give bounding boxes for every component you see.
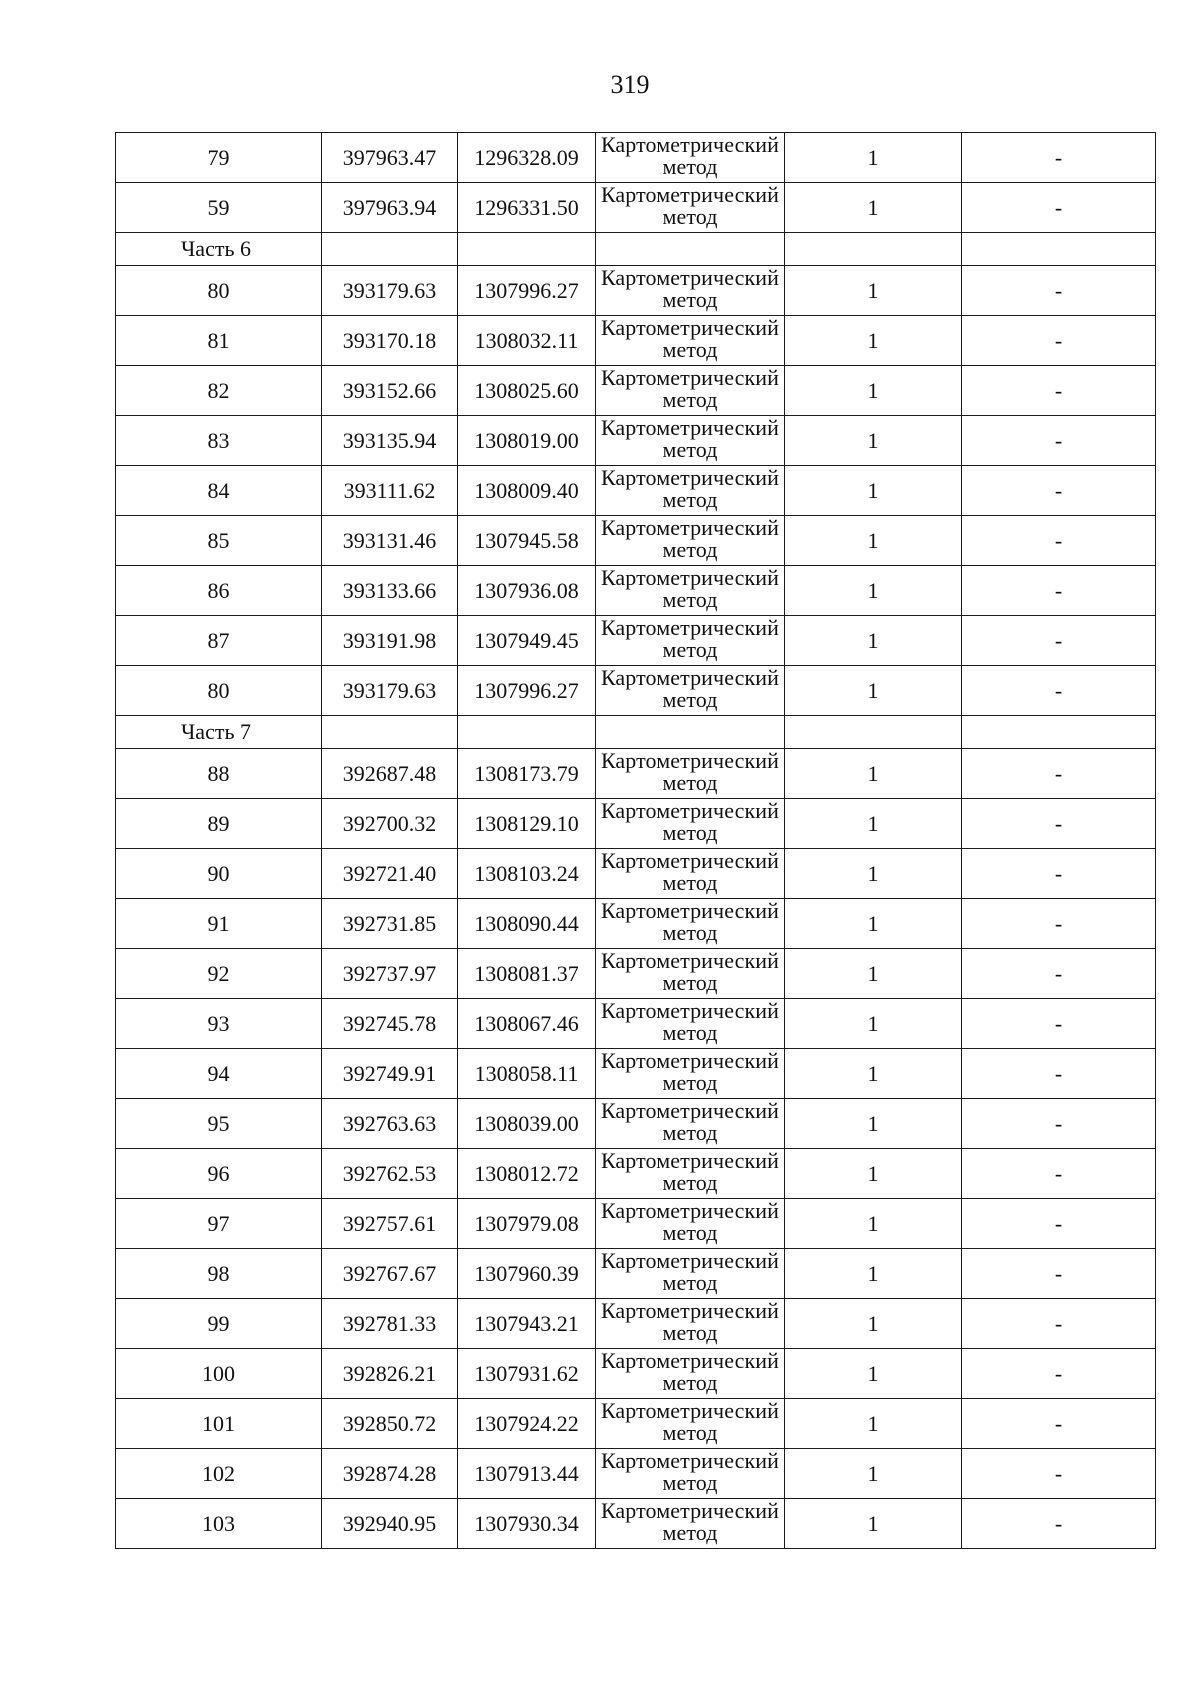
method-text: Картометрический метод <box>600 1099 780 1145</box>
note-cell: - <box>962 466 1156 516</box>
y-coordinate-cell: 1307931.62 <box>458 1349 596 1399</box>
method-text: Картометрический метод <box>600 949 780 995</box>
accuracy-cell: 1 <box>785 616 962 666</box>
x-coordinate-cell: 392757.61 <box>322 1199 458 1249</box>
empty-cell <box>322 233 458 266</box>
x-coordinate-cell: 392762.53 <box>322 1149 458 1199</box>
accuracy-cell: 1 <box>785 266 962 316</box>
method-text: Картометрический метод <box>600 516 780 562</box>
coordinates-table-body <box>116 133 1156 1549</box>
table-row <box>116 1199 1156 1249</box>
empty-cell <box>322 716 458 749</box>
note-cell: - <box>962 1499 1156 1549</box>
point-number-cell: 80 <box>116 666 322 716</box>
y-coordinate-cell: 1307913.44 <box>458 1449 596 1499</box>
empty-cell <box>596 233 785 266</box>
point-number-cell: 88 <box>116 749 322 799</box>
y-coordinate-cell: 1308103.24 <box>458 849 596 899</box>
y-coordinate-cell: 1308025.60 <box>458 366 596 416</box>
method-cell <box>596 1199 785 1249</box>
method-text: Картометрический метод <box>600 1149 780 1195</box>
note-cell: - <box>962 366 1156 416</box>
y-coordinate-cell: 1296331.50 <box>458 183 596 233</box>
method-cell <box>596 566 785 616</box>
x-coordinate-cell: 393152.66 <box>322 366 458 416</box>
table-row <box>116 1099 1156 1149</box>
method-text: Картометрический метод <box>600 666 780 712</box>
method-cell <box>596 849 785 899</box>
y-coordinate-cell: 1308009.40 <box>458 466 596 516</box>
method-cell <box>596 899 785 949</box>
method-text: Картометрический метод <box>600 616 780 662</box>
x-coordinate-cell: 392940.95 <box>322 1499 458 1549</box>
table-row <box>116 1449 1156 1499</box>
method-cell <box>596 1399 785 1449</box>
accuracy-cell: 1 <box>785 416 962 466</box>
accuracy-cell: 1 <box>785 1499 962 1549</box>
y-coordinate-cell: 1308067.46 <box>458 999 596 1049</box>
y-coordinate-cell: 1307979.08 <box>458 1199 596 1249</box>
y-coordinate-cell: 1307996.27 <box>458 666 596 716</box>
part-label: Часть 7 <box>116 716 322 749</box>
y-coordinate-cell: 1307936.08 <box>458 566 596 616</box>
empty-cell <box>458 716 596 749</box>
method-text: Картометрический метод <box>600 1299 780 1345</box>
method-cell <box>596 799 785 849</box>
note-cell: - <box>962 1399 1156 1449</box>
point-number-cell: 103 <box>116 1499 322 1549</box>
point-number-cell: 83 <box>116 416 322 466</box>
point-number-cell: 99 <box>116 1299 322 1349</box>
method-cell <box>596 416 785 466</box>
table-row <box>116 1299 1156 1349</box>
x-coordinate-cell: 397963.94 <box>322 183 458 233</box>
y-coordinate-cell: 1296328.09 <box>458 133 596 183</box>
accuracy-cell: 1 <box>785 466 962 516</box>
x-coordinate-cell: 392826.21 <box>322 1349 458 1399</box>
accuracy-cell: 1 <box>785 1249 962 1299</box>
note-cell: - <box>962 566 1156 616</box>
note-cell: - <box>962 849 1156 899</box>
y-coordinate-cell: 1307943.21 <box>458 1299 596 1349</box>
method-cell <box>596 1099 785 1149</box>
point-number-cell: 82 <box>116 366 322 416</box>
method-cell <box>596 616 785 666</box>
table-row <box>116 516 1156 566</box>
method-cell <box>596 1249 785 1299</box>
note-cell: - <box>962 999 1156 1049</box>
point-number-cell: 94 <box>116 1049 322 1099</box>
point-number-cell: 93 <box>116 999 322 1049</box>
x-coordinate-cell: 393179.63 <box>322 266 458 316</box>
point-number-cell: 96 <box>116 1149 322 1199</box>
method-text: Картометрический метод <box>600 416 780 462</box>
accuracy-cell: 1 <box>785 316 962 366</box>
point-number-cell: 85 <box>116 516 322 566</box>
empty-cell <box>785 233 962 266</box>
point-number-cell: 102 <box>116 1449 322 1499</box>
accuracy-cell: 1 <box>785 566 962 616</box>
method-text: Картометрический метод <box>600 466 780 512</box>
note-cell: - <box>962 266 1156 316</box>
point-number-cell: 91 <box>116 899 322 949</box>
point-number-cell: 84 <box>116 466 322 516</box>
accuracy-cell: 1 <box>785 1449 962 1499</box>
x-coordinate-cell: 392731.85 <box>322 899 458 949</box>
table-row <box>116 749 1156 799</box>
method-text: Картометрический метод <box>600 1049 780 1095</box>
note-cell: - <box>962 1199 1156 1249</box>
accuracy-cell: 1 <box>785 1399 962 1449</box>
method-cell <box>596 133 785 183</box>
accuracy-cell: 1 <box>785 1149 962 1199</box>
table-row <box>116 1349 1156 1399</box>
x-coordinate-cell: 392745.78 <box>322 999 458 1049</box>
empty-cell <box>785 716 962 749</box>
note-cell: - <box>962 949 1156 999</box>
x-coordinate-cell: 393191.98 <box>322 616 458 666</box>
accuracy-cell: 1 <box>785 516 962 566</box>
y-coordinate-cell: 1308058.11 <box>458 1049 596 1099</box>
table-row <box>116 316 1156 366</box>
table-row <box>116 616 1156 666</box>
method-cell <box>596 749 785 799</box>
accuracy-cell: 1 <box>785 366 962 416</box>
x-coordinate-cell: 392767.67 <box>322 1249 458 1299</box>
method-text: Картометрический метод <box>600 566 780 612</box>
y-coordinate-cell: 1308173.79 <box>458 749 596 799</box>
accuracy-cell: 1 <box>785 133 962 183</box>
method-text: Картометрический метод <box>600 999 780 1045</box>
y-coordinate-cell: 1308081.37 <box>458 949 596 999</box>
method-cell <box>596 1449 785 1499</box>
point-number-cell: 80 <box>116 266 322 316</box>
method-cell <box>596 666 785 716</box>
method-cell <box>596 1499 785 1549</box>
empty-cell <box>596 716 785 749</box>
method-cell <box>596 1149 785 1199</box>
table-row <box>116 133 1156 183</box>
y-coordinate-cell: 1307945.58 <box>458 516 596 566</box>
accuracy-cell: 1 <box>785 899 962 949</box>
accuracy-cell: 1 <box>785 1099 962 1149</box>
y-coordinate-cell: 1308032.11 <box>458 316 596 366</box>
point-number-cell: 92 <box>116 949 322 999</box>
point-number-cell: 98 <box>116 1249 322 1299</box>
part-label: Часть 6 <box>116 233 322 266</box>
method-cell <box>596 516 785 566</box>
method-text: Картометрический метод <box>600 1499 780 1545</box>
method-text: Картометрический метод <box>600 316 780 362</box>
x-coordinate-cell: 392749.91 <box>322 1049 458 1099</box>
method-text: Картометрический метод <box>600 1349 780 1395</box>
method-text: Картометрический метод <box>600 183 780 229</box>
method-text: Картометрический метод <box>600 1249 780 1295</box>
point-number-cell: 81 <box>116 316 322 366</box>
table-row <box>116 416 1156 466</box>
note-cell: - <box>962 1449 1156 1499</box>
y-coordinate-cell: 1307924.22 <box>458 1399 596 1449</box>
note-cell: - <box>962 799 1156 849</box>
note-cell: - <box>962 316 1156 366</box>
note-cell: - <box>962 899 1156 949</box>
method-text: Картометрический метод <box>600 899 780 945</box>
table-row <box>116 566 1156 616</box>
y-coordinate-cell: 1307960.39 <box>458 1249 596 1299</box>
table-row <box>116 1249 1156 1299</box>
y-coordinate-cell: 1307996.27 <box>458 266 596 316</box>
table-row <box>116 1499 1156 1549</box>
method-cell <box>596 366 785 416</box>
x-coordinate-cell: 392781.33 <box>322 1299 458 1349</box>
note-cell: - <box>962 183 1156 233</box>
method-cell <box>596 949 785 999</box>
y-coordinate-cell: 1308012.72 <box>458 1149 596 1199</box>
table-row <box>116 899 1156 949</box>
point-number-cell: 95 <box>116 1099 322 1149</box>
empty-cell <box>962 233 1156 266</box>
point-number-cell: 101 <box>116 1399 322 1449</box>
x-coordinate-cell: 392700.32 <box>322 799 458 849</box>
note-cell: - <box>962 616 1156 666</box>
table-row <box>116 266 1156 316</box>
method-cell <box>596 1349 785 1399</box>
point-number-cell: 79 <box>116 133 322 183</box>
point-number-cell: 87 <box>116 616 322 666</box>
x-coordinate-cell: 393170.18 <box>322 316 458 366</box>
method-cell <box>596 1049 785 1099</box>
x-coordinate-cell: 392687.48 <box>322 749 458 799</box>
method-text: Картометрический метод <box>600 749 780 795</box>
accuracy-cell: 1 <box>785 749 962 799</box>
table-row <box>116 366 1156 416</box>
x-coordinate-cell: 392850.72 <box>322 1399 458 1449</box>
method-cell <box>596 316 785 366</box>
table-row <box>116 1399 1156 1449</box>
table-row <box>116 799 1156 849</box>
empty-cell <box>962 716 1156 749</box>
accuracy-cell: 1 <box>785 999 962 1049</box>
note-cell: - <box>962 1299 1156 1349</box>
point-number-cell: 86 <box>116 566 322 616</box>
part-header-row <box>116 233 1156 266</box>
method-text: Картометрический метод <box>600 1199 780 1245</box>
table-row <box>116 849 1156 899</box>
accuracy-cell: 1 <box>785 1199 962 1249</box>
table-row <box>116 466 1156 516</box>
note-cell: - <box>962 133 1156 183</box>
point-number-cell: 100 <box>116 1349 322 1399</box>
note-cell: - <box>962 749 1156 799</box>
note-cell: - <box>962 1049 1156 1099</box>
point-number-cell: 90 <box>116 849 322 899</box>
accuracy-cell: 1 <box>785 1349 962 1399</box>
x-coordinate-cell: 392737.97 <box>322 949 458 999</box>
note-cell: - <box>962 1149 1156 1199</box>
accuracy-cell: 1 <box>785 849 962 899</box>
method-text: Картометрический метод <box>600 1449 780 1495</box>
accuracy-cell: 1 <box>785 949 962 999</box>
method-text: Картометрический метод <box>600 133 780 179</box>
method-cell <box>596 466 785 516</box>
accuracy-cell: 1 <box>785 183 962 233</box>
accuracy-cell: 1 <box>785 1299 962 1349</box>
point-number-cell: 97 <box>116 1199 322 1249</box>
table-row <box>116 1049 1156 1099</box>
y-coordinate-cell: 1308129.10 <box>458 799 596 849</box>
table-row <box>116 999 1156 1049</box>
x-coordinate-cell: 392721.40 <box>322 849 458 899</box>
table-row <box>116 949 1156 999</box>
method-cell <box>596 266 785 316</box>
table-row <box>116 666 1156 716</box>
note-cell: - <box>962 666 1156 716</box>
method-text: Картометрический метод <box>600 1399 780 1445</box>
x-coordinate-cell: 397963.47 <box>322 133 458 183</box>
point-number-cell: 59 <box>116 183 322 233</box>
method-text: Картометрический метод <box>600 266 780 312</box>
point-number-cell: 89 <box>116 799 322 849</box>
note-cell: - <box>962 1349 1156 1399</box>
y-coordinate-cell: 1307949.45 <box>458 616 596 666</box>
note-cell: - <box>962 1099 1156 1149</box>
x-coordinate-cell: 393111.62 <box>322 466 458 516</box>
method-text: Картометрический метод <box>600 799 780 845</box>
y-coordinate-cell: 1308039.00 <box>458 1099 596 1149</box>
method-text: Картометрический метод <box>600 366 780 412</box>
note-cell: - <box>962 516 1156 566</box>
method-text: Картометрический метод <box>600 849 780 895</box>
table-row <box>116 1149 1156 1199</box>
page-number: 319 <box>610 70 650 99</box>
y-coordinate-cell: 1308090.44 <box>458 899 596 949</box>
x-coordinate-cell: 392874.28 <box>322 1449 458 1499</box>
y-coordinate-cell: 1307930.34 <box>458 1499 596 1549</box>
part-header-row <box>116 716 1156 749</box>
accuracy-cell: 1 <box>785 799 962 849</box>
method-cell <box>596 999 785 1049</box>
method-cell <box>596 1299 785 1349</box>
accuracy-cell: 1 <box>785 666 962 716</box>
note-cell: - <box>962 1249 1156 1299</box>
table-row <box>116 183 1156 233</box>
y-coordinate-cell: 1308019.00 <box>458 416 596 466</box>
x-coordinate-cell: 393133.66 <box>322 566 458 616</box>
x-coordinate-cell: 393131.46 <box>322 516 458 566</box>
method-cell <box>596 183 785 233</box>
note-cell: - <box>962 416 1156 466</box>
empty-cell <box>458 233 596 266</box>
coordinates-table <box>115 132 1156 1549</box>
x-coordinate-cell: 393135.94 <box>322 416 458 466</box>
x-coordinate-cell: 392763.63 <box>322 1099 458 1149</box>
x-coordinate-cell: 393179.63 <box>322 666 458 716</box>
accuracy-cell: 1 <box>785 1049 962 1099</box>
